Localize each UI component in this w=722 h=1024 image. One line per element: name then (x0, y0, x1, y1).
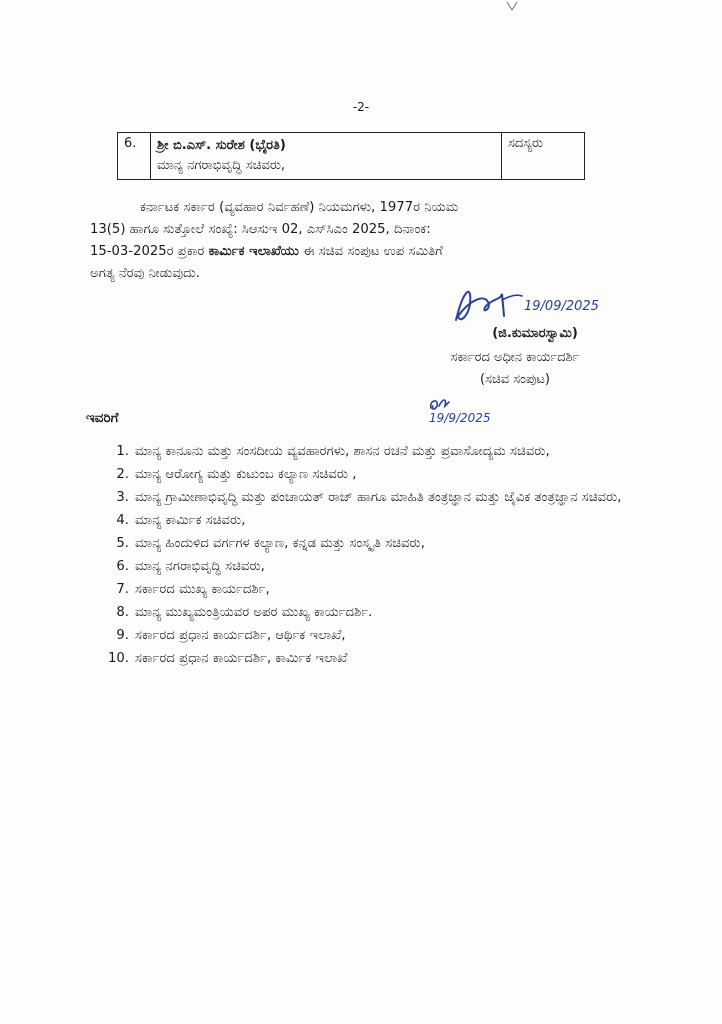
member-cell (151, 133, 502, 180)
paragraph-text: ಈ ಸಚಿವ ಸಂಪುಟ ಉಪ ಸಮಿತಿಗೆ (298, 244, 443, 259)
cc-heading: ಇವರಿಗೆ (86, 410, 119, 426)
signature-date: 19/09/2025 (524, 299, 599, 314)
member-number: 6. (118, 133, 151, 180)
officer-office: (ಸಚಿವ ಸಂಪುಟ) (480, 372, 550, 387)
cc-item-number: 3. (116, 490, 129, 505)
cc-item-number: 6. (116, 559, 129, 574)
cc-item-number: 4. (116, 513, 129, 528)
handwritten-signature-icon (450, 280, 610, 330)
officer-designation: ಸರ್ಕಾರದ ಅಧೀನ ಕಾರ್ಯದರ್ಶಿ (450, 350, 580, 365)
cc-list-item (92, 440, 652, 463)
cc-item-text: ಮಾನ್ಯ ಕಾರ್ಮಿಕ ಸಚಿವರು, (135, 513, 246, 528)
signature-block (380, 280, 650, 390)
paragraph-line: ಕರ್ನಾಟಕ ಸರ್ಕಾರ (ವ್ಯವಹಾರ ನಿರ್ವಹಣೆ) ನಿಯಮಗಳು, 1977ರ ನಿಯಮ (140, 200, 459, 215)
paragraph-text: 15-03-2025ರ ಪ್ರಕಾರ (90, 244, 209, 259)
paragraph-line: ಅಗತ್ಯ ನೆರವು ನೀಡುವುದು. (90, 266, 200, 281)
cc-item-number: 7. (116, 582, 129, 597)
cc-item-text: ಮಾನ್ಯ ನಗರಾಭಿವೃದ್ಧಿ ಸಚಿವರು, (135, 559, 265, 574)
handwritten-initials-icon (425, 394, 535, 426)
department-emphasis: ಕಾರ್ಮಿಕ ಇಲಾಖೆಯು (208, 244, 299, 259)
page-number: -2- (352, 100, 370, 114)
cc-item-number: 9. (116, 628, 129, 643)
cc-item-text: ಸರ್ಕಾರದ ಪ್ರಧಾನ ಕಾರ್ಯದರ್ಶಿ, ಕಾರ್ಮಿಕ ಇಲಾಖೆ (135, 651, 348, 666)
member-role: ಸದಸ್ಯರು (502, 133, 585, 180)
members-table (117, 132, 585, 180)
cc-item-text: ಮಾನ್ಯ ಆರೋಗ್ಯ ಮತ್ತು ಕುಟುಂಬ ಕಲ್ಯಾಣ ಸಚಿವರು , (135, 467, 357, 482)
cc-list-item (92, 624, 652, 647)
cc-item-text: ಮಾನ್ಯ ಗ್ರಾಮೀಣಾಭಿವೃದ್ಧಿ ಮತ್ತು ಪಂಚಾಯತ್ ರಾಜ್ ಹಾಗೂ ಮಾಹಿತಿ ತಂತ್ರಜ್ಞಾನ ಮತ್ತು ಜೈವಿಕ ತಂತ್ರಜ್ಞಾನ ಸಚಿವರು, (135, 490, 622, 505)
cc-list-item (92, 578, 652, 601)
member-name: ಶ್ರೀ ಬಿ.ಎಸ್. ಸುರೇಶ (ಭೈರತಿ) (157, 138, 286, 153)
cc-list-item (92, 601, 652, 624)
member-designation: ಮಾನ್ಯ ನಗರಾಭಿವೃದ್ಧಿ ಸಚಿವರು, (157, 158, 285, 173)
cc-list-item (92, 555, 652, 578)
cc-item-text: ಮಾನ್ಯ ಕಾನೂನು ಮತ್ತು ಸಂಸದೀಯ ವ್ಯವಹಾರಗಳು, ಶಾಸನ ರಚನೆ ಮತ್ತು ಪ್ರವಾಸೋದ್ಯಮ ಸಚಿವರು, (135, 444, 550, 459)
cc-item-text: ಮಾನ್ಯ ಹಿಂದುಳಿದ ವರ್ಗಗಳ ಕಲ್ಯಾಣ, ಕನ್ನಡ ಮತ್ತು ಸಂಸ್ಕೃತಿ ಸಚಿವರು, (135, 536, 425, 551)
cc-item-text: ಮಾನ್ಯ ಮುಖ್ಯಮಂತ್ರಿಯವರ ಅಪರ ಮುಖ್ಯ ಕಾರ್ಯದರ್ಶಿ. (135, 605, 373, 620)
cc-item-number: 2. (116, 467, 129, 482)
cc-list-item (92, 509, 652, 532)
initials-date: 19/9/2025 (429, 411, 491, 425)
paragraph-line: 13(5) ಹಾಗೂ ಸುತ್ತೋಲೆ ಸಂಖ್ಯೆ: ಸಿಆಸುಇ 02, ಎಸ್‌ಸಿಎಂ 2025, ದಿನಾಂಕ: (90, 222, 431, 237)
cc-item-text: ಸರ್ಕಾರದ ಪ್ರಧಾನ ಕಾರ್ಯದರ್ಶಿ, ಆರ್ಥಿಕ ಇಲಾಖೆ, (135, 628, 346, 643)
cc-list-item (92, 486, 652, 509)
cc-item-number: 10. (108, 651, 129, 666)
cc-list (92, 440, 652, 670)
table-row (118, 133, 585, 180)
body-paragraph (90, 197, 630, 285)
cc-item-number: 1. (116, 444, 129, 459)
cc-item-number: 5. (116, 536, 129, 551)
officer-name: (ಜಿ.ಕುಮಾರಸ್ವಾಮಿ) (492, 326, 578, 341)
cc-item-text: ಸರ್ಕಾರದ ಮುಖ್ಯ ಕಾರ್ಯದರ್ಶಿ, (135, 582, 270, 597)
cc-item-number: 8. (116, 605, 129, 620)
paragraph-line (90, 241, 630, 263)
cc-list-item (92, 532, 652, 555)
cc-list-item (92, 463, 652, 486)
corner-tick-mark-icon (505, 0, 519, 12)
cc-list-item (92, 647, 652, 670)
